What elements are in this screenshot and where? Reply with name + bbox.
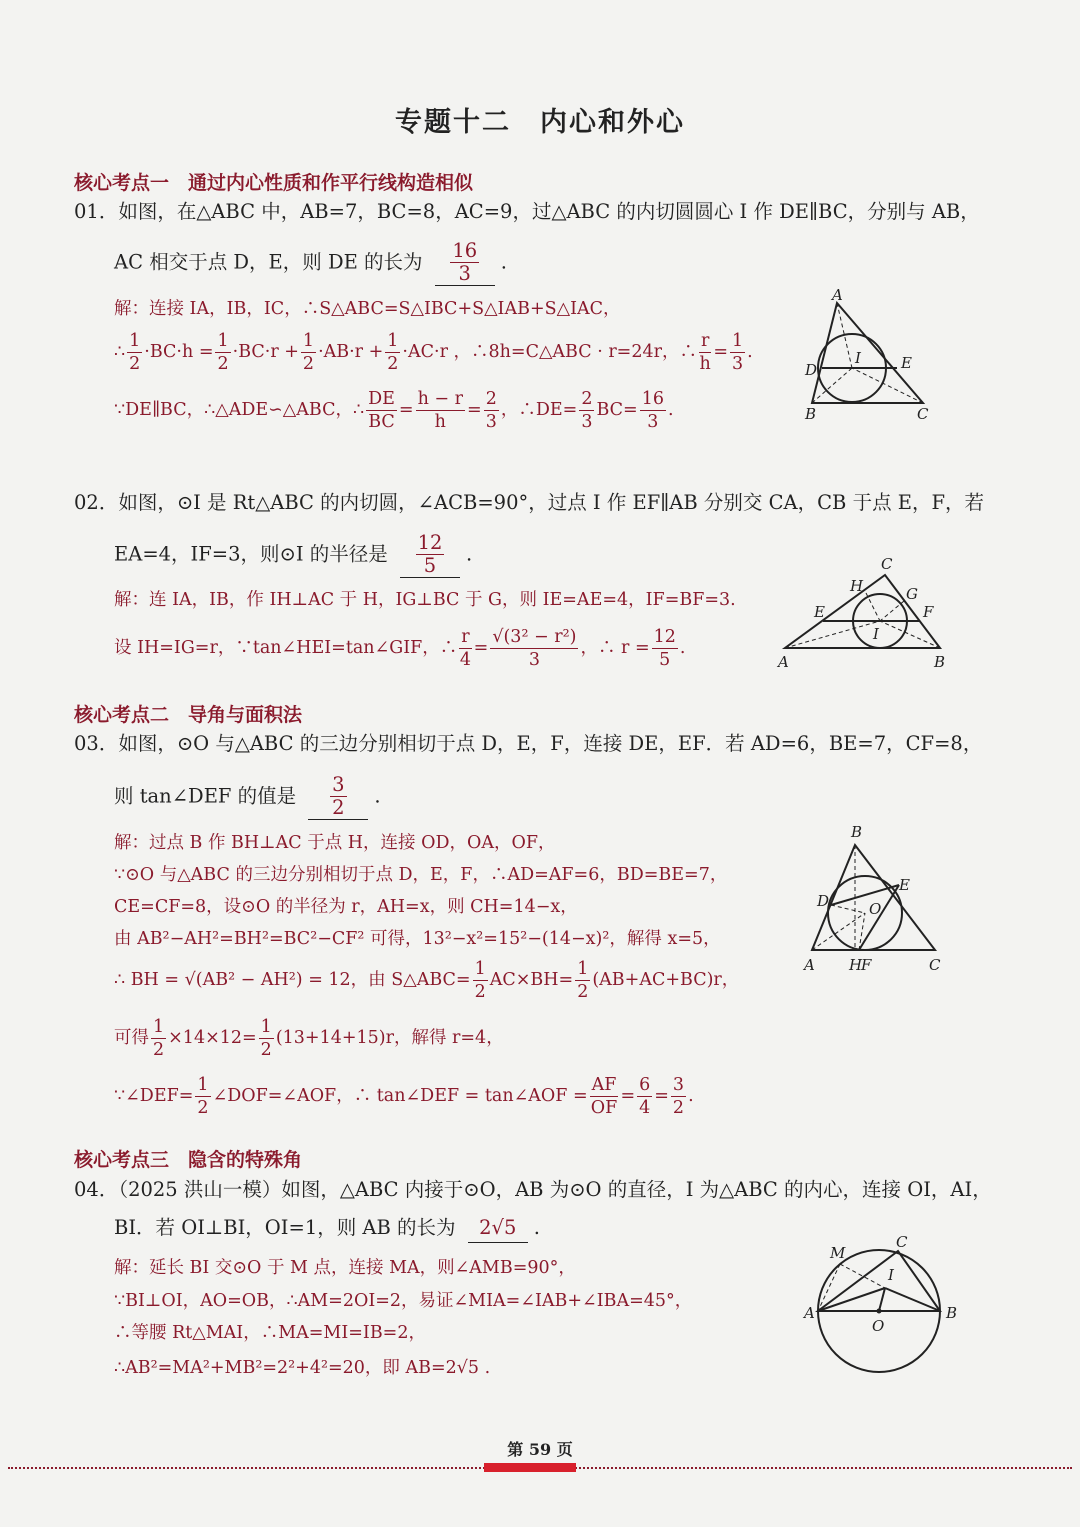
svg-text:B: B: [934, 653, 946, 671]
svg-text:H: H: [849, 956, 863, 974]
svg-text:B: B: [851, 823, 863, 841]
svg-text:I: I: [873, 625, 879, 643]
page-title: 专题十二 内心和外心: [395, 107, 685, 138]
svg-text:C: C: [917, 405, 929, 423]
solution-4-line3: ∴等腰 Rt△MAI，∴MA=MI=IB=2，: [114, 1323, 426, 1343]
question-2-prompt: EA=4，IF=3，则⊙I 的半径是: [114, 542, 388, 566]
svg-text:B: B: [946, 1304, 958, 1322]
svg-text:A: A: [778, 653, 789, 671]
answer-blank: $\frac{3}{2}$: [308, 774, 368, 820]
svg-text:C: C: [896, 1233, 908, 1251]
question-1-prompt: AC 相交于点 D，E，则 DE 的长为: [114, 250, 423, 274]
solution-1-line1: 解：连接 IA，IB，IC，∴S△ABC=S△IBC+S△IAB+S△IAC，: [114, 299, 621, 319]
solution-3-line3: CE=CF=8，设⊙O 的半径为 r，AH=x，则 CH=14−x，: [114, 897, 578, 917]
question-4-line2: BI．若 OI⊥BI，OI=1，则 AB 的长为 2√5 .: [114, 1214, 540, 1243]
footer-accent-bar: [484, 1463, 576, 1472]
question-1-line2: AC 相交于点 D，E，则 DE 的长为 $\frac{16}{3}$ .: [114, 239, 507, 285]
svg-text:H: H: [850, 577, 864, 595]
answer-blank: $\frac{16}{3}$: [435, 240, 495, 286]
svg-text:D: D: [805, 361, 818, 379]
svg-text:O: O: [869, 900, 882, 918]
svg-text:B: B: [805, 405, 817, 423]
solution-3-line6: 可得 $\frac{1}{2}$ ×14×12= $\frac{1}{2}$ (13+14+15)r，解得 r=4，: [114, 1017, 504, 1060]
section-heading-2: 核心考点二 导角与面积法: [74, 704, 303, 726]
page-number: 第 59 页: [507, 1440, 573, 1459]
svg-text:F: F: [861, 956, 872, 974]
svg-text:I: I: [888, 1266, 894, 1284]
solution-4-line1: 解：延长 BI 交⊙O 于 M 点，连接 MA，则∠AMB=90°，: [114, 1258, 576, 1278]
solution-2-line1: 解：连 IA，IB，作 IH⊥AC 于 H，IG⊥BC 于 G，则 IE=AE=4，IF=BF=3.: [114, 590, 736, 610]
question-2-line1: 02．如图，⊙I 是 Rt△ABC 的内切圆，∠ACB=90°，过点 I 作 EF∥AB 分别交 CA，CB 于点 E，F，若: [74, 491, 985, 514]
svg-text:E: E: [814, 603, 825, 621]
section-heading-3: 核心考点三 隐含的特殊角: [74, 1149, 303, 1171]
question-1-line1: 01．如图，在△ABC 中，AB=7，BC=8，AC=9，过△ABC 的内切圆圆心 I 作 DE∥BC，分别与 AB，: [74, 200, 980, 223]
svg-text:F: F: [923, 603, 934, 621]
solution-3-line2: ∵⊙O 与△ABC 的三边分别相切于点 D，E，F，∴AD=AF=6，BD=BE=7，: [114, 865, 728, 885]
svg-text:A: A: [804, 1304, 815, 1322]
svg-text:O: O: [872, 1317, 885, 1335]
section-heading-1: 核心考点一 通过内心性质和作平行线构造相似: [74, 172, 474, 194]
solution-2-line2: 设 IH=IG=r，∵tan∠HEI=tan∠GIF，∴ $\frac{r}{4}$ = $\frac{\text{√(3² − r²)}}{3}$ ，∴ r = $\frac{12}{5}$ .: [114, 627, 686, 670]
svg-text:G: G: [906, 585, 918, 603]
question-2-line2: EA=4，IF=3，则⊙I 的半径是 $\frac{12}{5}$ .: [114, 531, 473, 577]
solution-4-line2: ∵BI⊥OI，AO=OB，∴AM=2OI=2，易证∠MIA=∠IAB+∠IBA=45°，: [114, 1291, 693, 1311]
solution-3-line7: ∵∠DEF= $\frac{1}{2}$ ∠DOF=∠AOF，∴ tan∠DEF = tan∠AOF = $\frac{AF}{OF}$ = $\frac{6}{4}$ = $\frac{3}{2}$ .: [114, 1075, 694, 1118]
svg-text:D: D: [817, 892, 830, 910]
solution-1-line2: ∴ $\frac{1}{2}$ ·BC·h = $\frac{1}{2}$ ·BC·r + $\frac{1}{2}$ ·AB·r + $\frac{1}{2}$ ·AC·r ，∴8h=C△ABC · r=24r，∴ $\frac{r}{h}$ = $\frac{1}{3}$ .: [114, 331, 753, 374]
question-1-text: [74, 198, 980, 226]
svg-text:A: A: [804, 956, 815, 974]
svg-text:M: M: [830, 1244, 846, 1262]
question-3-line2: 则 tan∠DEF 的值是 $\frac{3}{2}$ .: [114, 773, 381, 819]
svg-text:C: C: [881, 555, 893, 573]
question-4-line1: 04．（2025 洪山一模）如图，△ABC 内接于⊙O，AB 为⊙O 的直径，I 为△ABC 的内心，连接 OI，AI，: [74, 1178, 992, 1201]
solution-3-line4: 由 AB²−AH²=BH²=BC²−CF² 可得，13²−x²=15²−(14−x)²，解得 x=5，: [114, 929, 721, 949]
svg-text:E: E: [901, 354, 912, 372]
figure-2-right-triangle: [770, 553, 955, 673]
question-4-prompt: BI．若 OI⊥BI，OI=1，则 AB 的长为: [114, 1216, 456, 1239]
solution-3-line5: ∴ BH = √(AB² − AH²) = 12，由 S△ABC= $\frac{1}{2}$ AC×BH= $\frac{1}{2}$ (AB+AC+BC)r，: [114, 959, 740, 1002]
figure-3-tangent-circle: [795, 820, 945, 980]
solution-4-line4: ∴AB²=MA²+MB²=2²+4²=20，即 AB=2√5 .: [114, 1358, 491, 1378]
svg-text:A: A: [832, 286, 843, 304]
solution-1-line3: ∵DE∥BC，∴△ADE∽△ABC，∴ $\frac{DE}{BC}$ = $\frac{h - r}{h}$ = $\frac{2}{3}$ ，∴DE= $\frac{2}{3}$ BC= $\frac{16}{3}$ .: [114, 389, 674, 432]
svg-text:C: C: [929, 956, 941, 974]
figure-4-circumcircle: [800, 1232, 965, 1392]
svg-text:I: I: [855, 349, 861, 367]
svg-text:E: E: [899, 876, 910, 894]
solution-3-line1: 解：过点 B 作 BH⊥AC 于点 H，连接 OD，OA，OF，: [114, 833, 556, 853]
question-3-prompt: 则 tan∠DEF 的值是: [114, 784, 297, 808]
question-3-line1: 03．如图，⊙O 与△ABC 的三边分别相切于点 D，E，F，连接 DE，EF．若 AD=6，BE=7，CF=8，: [74, 732, 983, 755]
figure-1-incircle: [795, 285, 945, 425]
answer-blank: 2√5: [468, 1214, 528, 1243]
answer-blank: $\frac{12}{5}$: [400, 532, 460, 578]
